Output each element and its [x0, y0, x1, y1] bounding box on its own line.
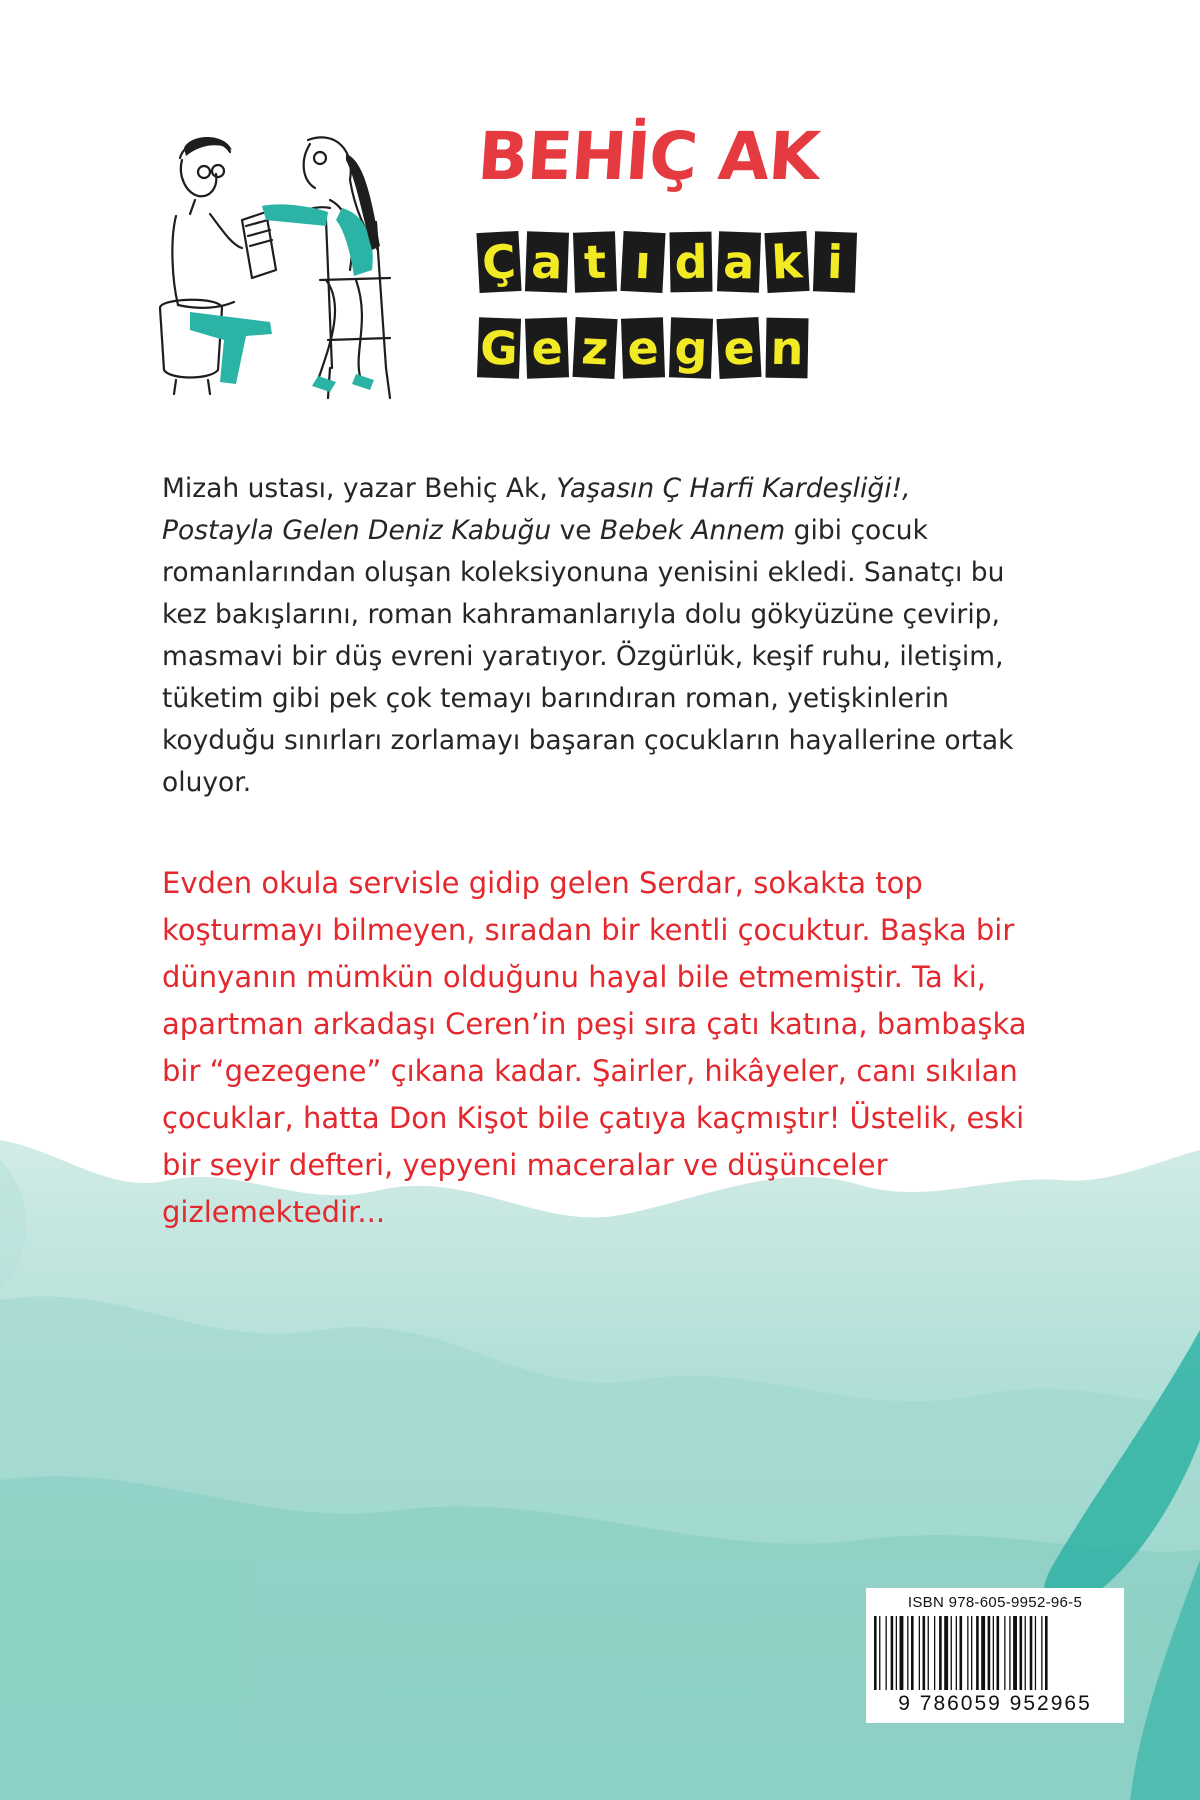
barcode-bar: [997, 1616, 1000, 1690]
barcode-bar: [928, 1616, 929, 1690]
book-title: [478, 232, 918, 404]
barcode-bar: [988, 1616, 991, 1690]
barcode-bar: [1009, 1616, 1010, 1690]
title-line-2: [478, 318, 918, 388]
title-letter: d: [669, 232, 712, 293]
title-letter: Ç: [476, 231, 521, 293]
title-letter: ı: [620, 231, 665, 293]
barcode-bar: [993, 1616, 994, 1690]
author-description-paragraph: [162, 468, 1042, 804]
barcode-bar: [879, 1616, 880, 1690]
barcode-bar: [891, 1616, 894, 1690]
barcode-bar: [971, 1616, 972, 1690]
book-title-reference: Yaşasın Ç Harfi Kardeşliği!,: [556, 473, 911, 504]
title-letter: g: [669, 317, 713, 378]
barcode-bar: [896, 1616, 897, 1690]
barcode-digits: 9 786059 952965: [898, 1692, 1092, 1715]
barcode-bar: [1041, 1616, 1042, 1690]
barcode-bar: [907, 1616, 908, 1690]
barcode-bar: [967, 1616, 968, 1690]
barcode-bar: [939, 1616, 942, 1690]
title-letter: n: [765, 318, 808, 379]
barcode-bar: [956, 1616, 957, 1690]
book-title-reference: Postayla Gelen Deniz Kabuğu: [162, 515, 552, 546]
title-letter: i: [813, 231, 857, 292]
barcode-bar: [1020, 1616, 1023, 1690]
barcode-bar: [934, 1616, 935, 1690]
story-summary-paragraph: Evden okula servisle gidip gelen Serdar, sokakta top koşturmayı bilmeyen, sıradan bir kentli çocuktur. Başka bir dünyanın mümkün olduğunu hayal bile etmemiştir. Ta ki, apartman arkadaşı Ceren’in peşi sıra çatı katına, bambaşka bir “gezegene” çıkana kadar. Şairler, hikâyeler, canı sıkılan çocuklar, hatta Don Kişot bile çatıya kaçmıştır! Üstelik, eski bir seyir defteri, yepyeni maceralar ve düşünceler gizlemektedir...: [162, 866, 1027, 1229]
isbn-barcode: [866, 1588, 1124, 1723]
barcode-bar: [944, 1616, 948, 1690]
title-letter: G: [477, 317, 521, 378]
barcode-bar: [1025, 1616, 1026, 1690]
isbn-label: ISBN 978-605-9952-96-5: [907, 1594, 1083, 1611]
barcode-bar: [981, 1616, 985, 1690]
title-line-1: [478, 232, 918, 302]
barcode-bar: [1045, 1616, 1048, 1690]
title-letter: e: [525, 317, 569, 378]
barcode-bar: [874, 1616, 877, 1690]
description-text: ve: [551, 515, 601, 546]
barcode-bar: [1030, 1616, 1033, 1690]
barcode-bars: [872, 1616, 1118, 1690]
barcode-bar: [886, 1616, 887, 1690]
barcode-bar: [923, 1616, 926, 1690]
title-letter: a: [525, 231, 569, 292]
title-letter: e: [716, 317, 761, 379]
barcode-bar: [951, 1616, 952, 1690]
title-letter: k: [764, 231, 809, 293]
description-text: gibi çocuk romanlarından oluşan koleksiyonuna yenisini ekledi. Sanatçı bu kez bakışlarını, roman kahramanlarıyla dolu gökyüzüne çevirip, masmavi bir düş evreni yaratıyor. Özgürlük, keşif ruhu, iletişim, tüketim gibi pek çok temayı barındıran roman, yetişkinlerin koyduğu sınırları zorlamayı başaran çocukların hayallerine ortak oluyor.: [162, 515, 1014, 798]
barcode-bar: [976, 1616, 979, 1690]
title-letter: t: [573, 231, 617, 292]
barcode-bar: [911, 1616, 914, 1690]
barcode-bar: [1004, 1616, 1005, 1690]
barcode-bar: [1013, 1616, 1017, 1690]
reading-couple-illustration: [150, 130, 440, 415]
title-letter: e: [621, 317, 665, 378]
barcode-bar: [919, 1616, 920, 1690]
book-title-reference: Bebek Annem: [600, 515, 786, 546]
barcode-bar: [960, 1616, 963, 1690]
author-name: BEHİÇ AK: [475, 118, 822, 195]
barcode-bar: [900, 1616, 904, 1690]
barcode-bar: [1035, 1616, 1036, 1690]
description-text: Mizah ustası, yazar Behiç Ak,: [162, 473, 557, 504]
title-letter: a: [717, 231, 761, 292]
title-letter: z: [572, 317, 617, 379]
